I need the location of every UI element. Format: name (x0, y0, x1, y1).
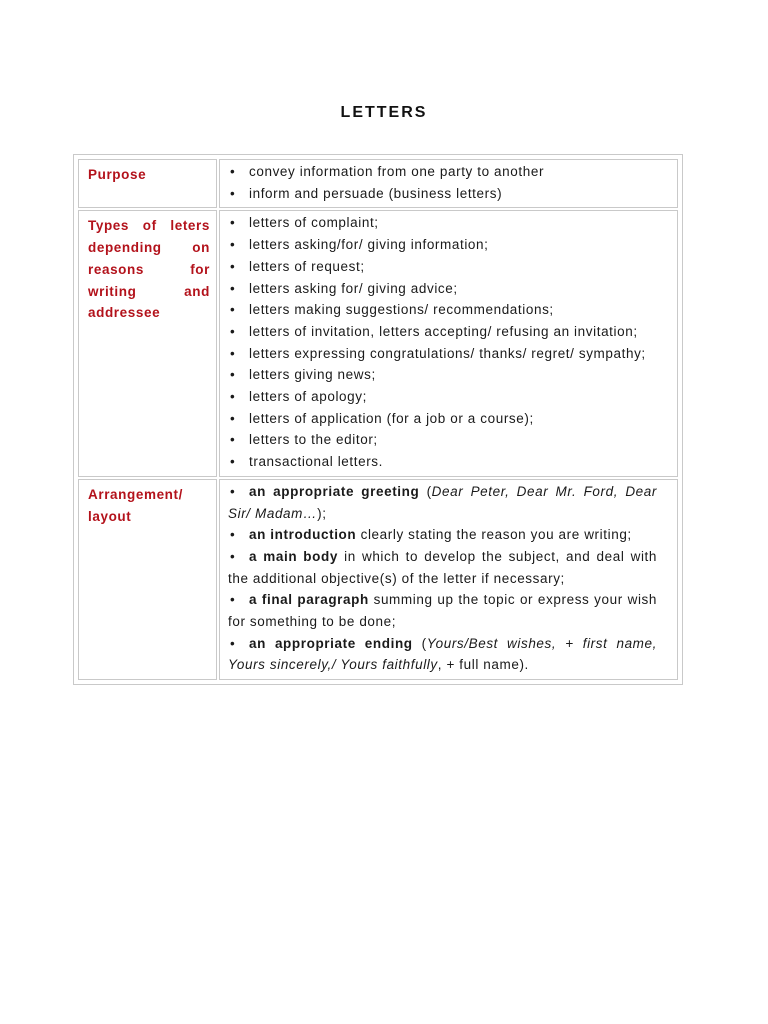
list-item: • letters asking for/ giving advice; (228, 278, 657, 300)
term-text: clearly stating the reason you are writing; (356, 527, 632, 543)
list-item: • letters of complaint; (228, 212, 657, 234)
bullet-icon: • (230, 483, 236, 499)
term-bold: an introduction (249, 527, 357, 543)
list-item: • letters expressing congratulations/ thanks/ regret/ sympathy; (228, 343, 657, 365)
list-item: • letters of apology; (228, 386, 657, 408)
layout-paragraph-final (228, 589, 657, 632)
list-item: • letters to the editor; (228, 429, 657, 451)
row-label-arrangement: Arrangement/ layout (78, 479, 217, 680)
term-bold: an appropriate ending (249, 635, 413, 651)
term-bold: a final paragraph (249, 592, 369, 608)
list-item: • convey information from one party to another (228, 161, 657, 183)
letters-table-grid (76, 157, 680, 682)
list-item: • letters of request; (228, 256, 657, 278)
bullet-icon: • (230, 548, 236, 564)
types-list (228, 212, 657, 472)
table-row-types (78, 210, 678, 476)
term-text: summing up the topic or express your wish for something to be done; (228, 592, 658, 630)
purpose-list (228, 161, 657, 204)
layout-paragraph-main-body (228, 546, 657, 589)
list-item: • letters making suggestions/ recommendations; (228, 299, 657, 321)
list-item: • letters giving news; (228, 364, 657, 386)
layout-paragraph-greeting (228, 481, 657, 524)
row-content-purpose (219, 159, 678, 208)
list-item: • letters of application (for a job or a course); (228, 408, 657, 430)
term-example: Dear Peter, Dear Mr. Ford, Dear Sir/ Madam… (228, 483, 657, 521)
term-text: , + full name). (437, 657, 529, 673)
list-item: • transactional letters. (228, 451, 657, 473)
table-row-arrangement (78, 479, 678, 680)
letters-table (73, 154, 683, 685)
page-title: LETTERS (340, 104, 428, 121)
layout-paragraph-ending (228, 633, 657, 676)
term-text: ( (412, 635, 427, 651)
bullet-icon: • (230, 592, 236, 608)
row-label-types: Types of leters depending on reasons for writing and addressee (78, 210, 217, 476)
layout-paragraph-introduction (228, 524, 657, 546)
term-bold: an appropriate greeting (249, 483, 420, 499)
list-item: • inform and persuade (business letters) (228, 183, 657, 205)
term-text: ); (317, 505, 327, 521)
table-row-purpose (78, 159, 678, 208)
term-text: ( (419, 483, 432, 499)
term-example: Yours/Best wishes, + first name, Yours sincerely,/ Yours faithfully (228, 635, 657, 673)
row-label-purpose: Purpose (78, 159, 217, 208)
row-content-types (219, 210, 678, 476)
list-item: • letters asking/for/ giving information; (228, 234, 657, 256)
list-item: • letters of invitation, letters accepting/ refusing an invitation; (228, 321, 657, 343)
term-bold: a main body (249, 548, 338, 564)
bullet-icon: • (230, 527, 236, 543)
bullet-icon: • (230, 635, 236, 651)
term-text: in which to develop the subject, and deal with the additional objective(s) of the letter if necessary; (228, 548, 658, 586)
row-content-arrangement (219, 479, 678, 680)
